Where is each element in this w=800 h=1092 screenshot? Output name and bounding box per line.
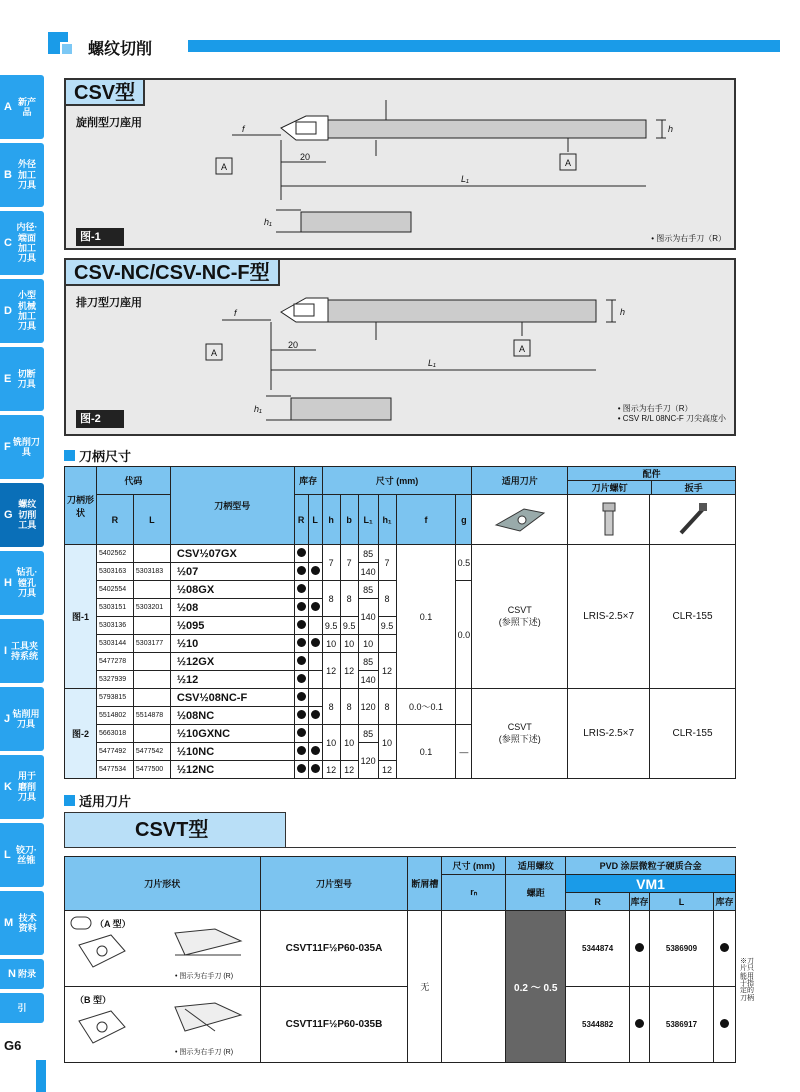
stock-r-a xyxy=(630,911,650,987)
stock-dot xyxy=(297,656,306,665)
insert-note-b: • 图示为右手刀 (R) xyxy=(175,1049,234,1056)
figure-1-tag: 图-1 xyxy=(76,228,124,246)
figure-1-drawing xyxy=(66,80,738,252)
code-l xyxy=(133,653,170,671)
stock-dot xyxy=(297,674,306,683)
th-l1: L₁ xyxy=(358,495,378,545)
wrench-image xyxy=(650,495,736,545)
th-code: 代码 xyxy=(96,467,170,495)
sidebar-tab-i[interactable]: I 工具夹持系统 xyxy=(0,619,44,683)
insert-ref: (参照下述) xyxy=(498,734,541,744)
stock-dot xyxy=(311,710,320,719)
csvt-rule xyxy=(286,847,736,848)
insert-model-a: CSVT11F½P60-035A xyxy=(260,911,408,987)
stock-l-a xyxy=(713,911,735,987)
stock-l xyxy=(308,617,322,635)
dim-f: 0.1 xyxy=(396,725,456,779)
stock-r-b xyxy=(630,987,650,1063)
th-r: R xyxy=(96,495,133,545)
dim-20: 20 xyxy=(288,340,299,350)
insert-screw: LRIS-2.5×7 xyxy=(568,689,650,779)
stock-r xyxy=(294,581,308,599)
wrench-icon xyxy=(673,499,713,539)
dim-b: 12 xyxy=(340,761,358,779)
applicable-insert xyxy=(472,545,568,689)
stock-dot xyxy=(311,746,320,755)
insert-breaker: 无 xyxy=(408,911,442,1063)
code-r: 5663018 xyxy=(96,725,133,743)
code-l xyxy=(133,689,170,707)
stock-dot xyxy=(311,764,320,773)
stock-dot xyxy=(297,746,306,755)
figure-1-panel xyxy=(64,78,736,250)
figure-2-panel xyxy=(64,258,736,436)
section-mark-a: A xyxy=(221,162,228,172)
section-title: 刀柄尺寸 xyxy=(79,449,132,464)
insert-rn xyxy=(442,911,506,1063)
dim-l1: 120 xyxy=(358,743,378,779)
th-h1: h₁ xyxy=(378,495,396,545)
sidebar-tab-g[interactable]: G 螺纹切削工具 xyxy=(0,483,44,547)
holder-model: ½12GX xyxy=(170,653,294,671)
th2-stock-l: 库存 xyxy=(713,893,735,911)
code-r: 5793815 xyxy=(96,689,133,707)
holder-model: ½12NC xyxy=(170,761,294,779)
code-l xyxy=(133,545,170,563)
sidebar-tab-d[interactable]: D 小型机械加工刀具 xyxy=(0,279,44,343)
stock-dot xyxy=(635,943,644,952)
section-mark-a-2: A xyxy=(565,158,572,168)
holder-model: ½10 xyxy=(170,635,294,653)
section-mark-a: A xyxy=(211,348,218,358)
dim-f: 0.1 xyxy=(396,545,456,689)
stock-dot xyxy=(297,638,306,647)
shape-fig-2: 图-2 xyxy=(65,689,97,779)
code-r: 5514802 xyxy=(96,707,133,725)
sidebar-tab-letter: C xyxy=(4,236,12,249)
sidebar-tab-letter: F xyxy=(4,440,11,453)
insert-icon xyxy=(490,503,550,535)
code-l xyxy=(133,725,170,743)
dim-g: 0.5 xyxy=(456,545,472,581)
sidebar-tab-letter: G xyxy=(4,508,13,521)
th2-pitch: 螺距 xyxy=(506,875,566,911)
dim-l1: L₁ xyxy=(428,358,436,368)
dim-h: 10 xyxy=(322,635,340,653)
th2-r: R xyxy=(566,893,630,911)
code-l: 5303177 xyxy=(133,635,170,653)
dim-l1: 140 xyxy=(358,599,378,635)
stock-dot xyxy=(311,566,320,575)
figure-2-notes xyxy=(618,404,726,425)
stock-l xyxy=(308,635,322,653)
holder-model: ½095 xyxy=(170,617,294,635)
stock-r xyxy=(294,599,308,617)
figure-1-subtitle: 旋削型刀座用 xyxy=(76,117,142,129)
figure-1-note: • 图示为右手刀（R） xyxy=(651,234,726,243)
th-l: L xyxy=(133,495,170,545)
code-l: 5477542 xyxy=(133,743,170,761)
dim-l1: L₁ xyxy=(461,174,469,184)
code-r: 5303136 xyxy=(96,617,133,635)
header-square-small-icon xyxy=(60,42,74,56)
stock-r xyxy=(294,617,308,635)
table-row xyxy=(65,689,736,707)
dim-h: 9.5 xyxy=(322,617,340,635)
sidebar-tab-h[interactable]: H 钻孔·镗孔刀具 xyxy=(0,551,44,615)
stock-l xyxy=(308,581,322,599)
stock-dot xyxy=(311,638,320,647)
dim-l1: 85 xyxy=(358,653,378,671)
section-square-icon xyxy=(64,450,75,461)
stock-dot xyxy=(297,620,306,629)
sidebar-tab-m[interactable]: M 技术资料 xyxy=(0,891,44,955)
csvt-title: CSVT型 xyxy=(64,812,286,848)
th-wrench: 扳手 xyxy=(684,483,703,493)
code-l xyxy=(133,581,170,599)
dim-g-empty xyxy=(456,689,472,725)
code-l xyxy=(133,671,170,689)
code-l: 5303201 xyxy=(133,599,170,617)
holder-model: ½07 xyxy=(170,563,294,581)
page-title: 螺纹切削 xyxy=(88,41,153,58)
sidebar-tab-e[interactable]: E 切断刀具 xyxy=(0,347,44,411)
insert-shape-b xyxy=(65,987,261,1063)
insert-pitch-range: 0.2 ～ 0.5 xyxy=(506,911,566,1063)
dim-b: 8 xyxy=(340,581,358,617)
holder-model: CSV½08NC-F xyxy=(170,689,294,707)
sidebar-tab-letter: M xyxy=(4,916,14,929)
code-r: 5303151 xyxy=(96,599,133,617)
stock-l xyxy=(308,725,322,743)
dim-f: f xyxy=(242,124,245,134)
dim-h1: 12 xyxy=(378,761,396,779)
dim-h1: h₁ xyxy=(254,404,262,414)
code-l xyxy=(133,617,170,635)
sidebar-tab-l[interactable]: L 铰刀·丝锥 xyxy=(0,823,44,887)
section-inserts xyxy=(64,791,131,810)
sidebar-tab-index[interactable]: 引 xyxy=(0,993,44,1023)
insert-table xyxy=(64,856,736,1063)
dim-f: f xyxy=(234,308,237,318)
dim-b: 9.5 xyxy=(340,617,358,635)
th-b: b xyxy=(340,495,358,545)
stock-dot xyxy=(297,692,306,701)
code-l: 5477500 xyxy=(133,761,170,779)
page-bar xyxy=(36,1060,46,1092)
dim-h: h xyxy=(620,307,626,317)
stock-r xyxy=(294,707,308,725)
th2-grade: VM1 xyxy=(566,875,736,893)
header-bar xyxy=(188,40,780,52)
section-holder-dims xyxy=(64,446,131,465)
stock-l-b xyxy=(713,987,735,1063)
th2-l: L xyxy=(650,893,714,911)
insert-type-b: （B 型） xyxy=(75,995,112,1005)
stock-l xyxy=(308,653,322,671)
stock-dot xyxy=(297,548,306,557)
code-r: 5327939 xyxy=(96,671,133,689)
stock-dot xyxy=(720,1019,729,1028)
holder-model: ½08 xyxy=(170,599,294,617)
page-number: G6 xyxy=(4,1038,22,1053)
insert-ref: (参照下述) xyxy=(498,617,541,627)
dim-20: 20 xyxy=(300,152,311,162)
stock-dot xyxy=(297,602,306,611)
sidebar-tab-letter: L xyxy=(4,848,11,861)
dim-h1: 9.5 xyxy=(378,617,396,635)
stock-l xyxy=(308,545,322,563)
dim-b: 10 xyxy=(340,725,358,761)
th2-pvd: PVD 涂层微粒子硬质合金 xyxy=(566,857,736,875)
dim-l1: 120 xyxy=(358,689,378,725)
stock-dot xyxy=(311,602,320,611)
stock-dot xyxy=(297,584,306,593)
th2-range: 适用螺纹 xyxy=(506,857,566,875)
th-stock-l: L xyxy=(308,495,322,545)
dim-h: 7 xyxy=(322,545,340,581)
code-r: 5303144 xyxy=(96,635,133,653)
holder-model: CSV½07GX xyxy=(170,545,294,563)
code-l: 5303183 xyxy=(133,563,170,581)
th-h: h xyxy=(322,495,340,545)
dim-h1: 8 xyxy=(378,581,396,617)
th-parts-label: 配件 xyxy=(642,469,661,479)
th2-shape: 刀片形状 xyxy=(65,857,261,911)
sidebar-tab-letter: H xyxy=(4,576,12,589)
stock-r xyxy=(294,671,308,689)
figure-2-note-1: • 图示为右手刀（R） xyxy=(617,404,693,413)
wrench: CLR-155 xyxy=(650,689,736,779)
section-mark-a-2: A xyxy=(519,344,526,354)
dim-l1: 85 xyxy=(358,581,378,599)
th-stock-r: R xyxy=(294,495,308,545)
th-f: f xyxy=(396,495,456,545)
dim-g: 0.0 xyxy=(456,581,472,689)
screw-icon xyxy=(594,499,624,539)
sidebar-tab-letter: B xyxy=(4,168,12,181)
stock-r xyxy=(294,563,308,581)
stock-r xyxy=(294,725,308,743)
screw-image xyxy=(568,495,650,545)
stock-dot xyxy=(297,710,306,719)
stock-dot xyxy=(720,943,729,952)
stock-dot xyxy=(297,566,306,575)
dim-h1: 10 xyxy=(358,635,378,653)
dim-h1: 10 xyxy=(378,725,396,761)
stock-r xyxy=(294,545,308,563)
shape-fig-1: 图-1 xyxy=(65,545,97,689)
insert-note-a: • 图示为右手刀 (R) xyxy=(175,973,234,980)
dim-h1: h₁ xyxy=(264,217,272,227)
stock-r xyxy=(294,689,308,707)
dim-l1: 140 xyxy=(358,671,378,689)
sidebar-tab-k[interactable]: K 用于磨削刀具 xyxy=(0,755,44,819)
holder-model: ½12 xyxy=(170,671,294,689)
dim-h: h xyxy=(668,124,674,134)
sidebar xyxy=(0,75,44,1027)
dim-h: 8 xyxy=(322,581,340,617)
th-screw: 刀片螺钉 xyxy=(568,481,652,494)
sidebar-tab-letter: I xyxy=(4,644,8,657)
dim-b: 8 xyxy=(340,689,358,725)
sidebar-tab-letter: K xyxy=(4,780,12,793)
dim-b: 7 xyxy=(340,545,358,581)
stock-l xyxy=(308,671,322,689)
stock-r xyxy=(294,743,308,761)
figure-2-note-2: • CSV R/L 08NC-F 刀尖高度小 xyxy=(617,414,726,424)
stock-l xyxy=(308,599,322,617)
holder-model: ½08NC xyxy=(170,707,294,725)
holder-model: ½10GXNC xyxy=(170,725,294,743)
holder-model: ½08GX xyxy=(170,581,294,599)
holder-model: ½10NC xyxy=(170,743,294,761)
dim-h: 8 xyxy=(322,689,340,725)
th-g: g xyxy=(456,495,472,545)
insert-shape-a xyxy=(65,911,261,987)
code-r: 5402562 xyxy=(96,545,133,563)
stock-l xyxy=(308,743,322,761)
figure-2-title: CSV-NC/CSV-NC-F型 xyxy=(66,260,280,286)
sidebar-tab-a[interactable]: A 新产品 xyxy=(0,75,44,139)
dim-h1: 12 xyxy=(378,653,396,689)
section-square-icon xyxy=(64,795,75,806)
sidebar-tab-letter: D xyxy=(4,304,12,317)
stock-dot xyxy=(297,764,306,773)
side-note: ※刀片只能用于指定的刀柄 xyxy=(740,958,754,1002)
table-row xyxy=(65,545,736,563)
stock-dot xyxy=(635,1019,644,1028)
dim-l1: 85 xyxy=(358,725,378,743)
stock-l xyxy=(308,689,322,707)
dim-h: 12 xyxy=(322,761,340,779)
th2-dims: 尺寸 (mm) xyxy=(442,857,506,875)
th-stock: 库存 xyxy=(294,467,322,495)
dim-h1: 8 xyxy=(378,689,396,725)
insert-name: CSVT xyxy=(507,605,532,615)
sidebar-tab-b[interactable]: B 外径加工刀具 xyxy=(0,143,44,207)
sidebar-tab-c[interactable]: C 内径·端面加工刀具 xyxy=(0,211,44,275)
dim-l1: 140 xyxy=(358,563,378,581)
page-header xyxy=(48,32,738,62)
code-r: 5477278 xyxy=(96,653,133,671)
code-l: 5514878 xyxy=(133,707,170,725)
th-dims: 尺寸 (mm) xyxy=(322,467,472,495)
stock-l xyxy=(308,761,322,779)
code-r: 5477492 xyxy=(96,743,133,761)
stock-r xyxy=(294,761,308,779)
sidebar-tab-n[interactable]: N 附录 xyxy=(0,959,44,989)
dim-b: 12 xyxy=(340,653,358,689)
insert-code-l-b: 5386917 xyxy=(650,987,714,1063)
stock-l xyxy=(308,563,322,581)
insert-screw: LRIS-2.5×7 xyxy=(568,545,650,689)
insert-name: CSVT xyxy=(507,722,532,732)
figure-1-title: CSV型 xyxy=(66,80,145,106)
sidebar-tab-letter: J xyxy=(4,712,11,725)
sidebar-tab-f[interactable]: F 铣削刀具 xyxy=(0,415,44,479)
th-parts xyxy=(568,467,736,495)
insert-image xyxy=(472,495,568,545)
th-model: 刀柄型号 xyxy=(170,467,294,545)
stock-dot xyxy=(297,728,306,737)
insert-type-a: （A 型） xyxy=(95,919,131,929)
section-title: 适用刀片 xyxy=(79,794,132,809)
dim-b: 10 xyxy=(340,635,358,653)
insert-model-b: CSVT11F½P60-035B xyxy=(260,987,408,1063)
th2-stock-r: 库存 xyxy=(630,893,650,911)
holder-table xyxy=(64,466,736,779)
stock-l xyxy=(308,707,322,725)
th2-rn: rₙ xyxy=(442,875,506,911)
figure-2-subtitle: 排刀型刀座用 xyxy=(76,297,142,309)
dim-f: 0.0～0.1 xyxy=(396,689,456,725)
stock-r xyxy=(294,653,308,671)
sidebar-tab-j[interactable]: J 钻削用刀具 xyxy=(0,687,44,751)
sidebar-tab-letter: A xyxy=(4,100,12,113)
sidebar-tab-letter: N xyxy=(8,967,16,980)
wrench: CLR-155 xyxy=(650,545,736,689)
insert-code-r-b: 5344882 xyxy=(566,987,630,1063)
stock-r xyxy=(294,635,308,653)
dim-g: — xyxy=(456,725,472,779)
dim-h: 12 xyxy=(322,653,340,689)
th-shape: 刀柄形状 xyxy=(65,467,97,545)
code-r: 5303163 xyxy=(96,563,133,581)
insert-code-l-a: 5386909 xyxy=(650,911,714,987)
th-insert: 适用刀片 xyxy=(472,467,568,495)
code-r: 5477534 xyxy=(96,761,133,779)
dim-h1: 7 xyxy=(378,545,396,581)
applicable-insert xyxy=(472,689,568,779)
th2-model: 刀片型号 xyxy=(260,857,408,911)
insert-code-r-a: 5344874 xyxy=(566,911,630,987)
code-r: 5402554 xyxy=(96,581,133,599)
dim-l1: 85 xyxy=(358,545,378,563)
sidebar-tab-letter: E xyxy=(4,372,12,385)
dim-h: 10 xyxy=(322,725,340,761)
th2-breaker: 断屑槽 xyxy=(408,857,442,911)
figure-2-tag: 图-2 xyxy=(76,410,124,428)
